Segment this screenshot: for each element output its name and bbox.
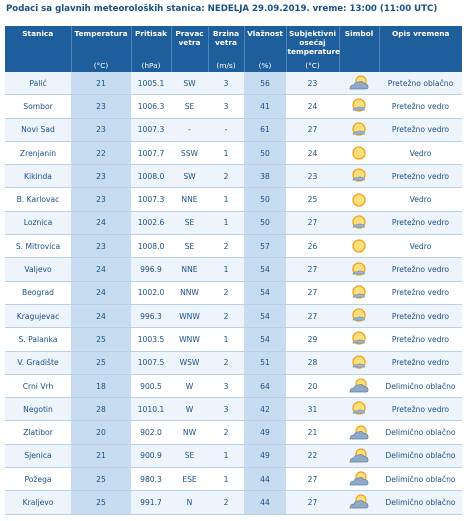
station-name: S. Mitrovica bbox=[5, 235, 71, 258]
humidity-value: 49 bbox=[244, 421, 286, 444]
mostly-sunny-icon bbox=[348, 261, 370, 279]
table-row bbox=[5, 374, 462, 397]
humidity-value: 54 bbox=[244, 328, 286, 351]
pressure-value: 1007.5 bbox=[131, 351, 171, 374]
weather-symbol bbox=[339, 165, 379, 188]
station-name: V. Gradište bbox=[5, 351, 71, 374]
wind-direction-value: W bbox=[171, 398, 208, 421]
temperature-value: 23 bbox=[71, 235, 131, 258]
station-name: Beograd bbox=[5, 281, 71, 304]
table-row bbox=[5, 421, 462, 444]
table-row bbox=[5, 351, 462, 374]
wind-direction-value: WSW bbox=[171, 351, 208, 374]
wind-direction-value: SW bbox=[171, 72, 208, 95]
feels-like-value: 23 bbox=[286, 165, 339, 188]
wind-speed-value: 1 bbox=[208, 211, 244, 234]
humidity-value: 50 bbox=[244, 188, 286, 211]
table-row bbox=[5, 72, 462, 95]
weather-symbol bbox=[339, 258, 379, 281]
weather-table bbox=[5, 26, 462, 515]
temperature-value: 21 bbox=[71, 444, 131, 467]
weather-description: Delimično oblačno bbox=[379, 444, 462, 467]
partly-cloudy-icon bbox=[348, 74, 370, 92]
table-row bbox=[5, 211, 462, 234]
unit-humidity: (%) bbox=[244, 58, 286, 72]
humidity-value: 50 bbox=[244, 141, 286, 164]
mostly-sunny-icon bbox=[348, 214, 370, 232]
station-name: Valjevo bbox=[5, 258, 71, 281]
unit-feels-like: (°C) bbox=[286, 58, 339, 72]
pressure-value: 902.0 bbox=[131, 421, 171, 444]
temperature-value: 25 bbox=[71, 328, 131, 351]
humidity-value: 42 bbox=[244, 398, 286, 421]
station-name: Kragujevac bbox=[5, 304, 71, 327]
table-row bbox=[5, 141, 462, 164]
unit-pressure: (hPa) bbox=[131, 58, 171, 72]
table-row bbox=[5, 304, 462, 327]
pressure-value: 980.3 bbox=[131, 468, 171, 491]
station-name: Kikinda bbox=[5, 165, 71, 188]
wind-direction-value: SE bbox=[171, 235, 208, 258]
wind-direction-value: N bbox=[171, 491, 208, 514]
table-row bbox=[5, 118, 462, 141]
humidity-value: 54 bbox=[244, 258, 286, 281]
partly-cloudy-icon bbox=[348, 447, 370, 465]
sunny-icon bbox=[348, 144, 370, 162]
table-row bbox=[5, 398, 462, 421]
wind-direction-value: SE bbox=[171, 444, 208, 467]
humidity-value: 51 bbox=[244, 351, 286, 374]
wind-speed-value: 3 bbox=[208, 398, 244, 421]
table-units-row bbox=[5, 58, 462, 72]
col-header-wind-direction: Pravac vetra bbox=[171, 26, 208, 58]
unit-station bbox=[5, 58, 71, 72]
mostly-sunny-icon bbox=[348, 97, 370, 115]
station-name: Zrenjanin bbox=[5, 141, 71, 164]
temperature-value: 24 bbox=[71, 304, 131, 327]
wind-speed-value: - bbox=[208, 118, 244, 141]
feels-like-value: 21 bbox=[286, 421, 339, 444]
mostly-sunny-icon bbox=[348, 330, 370, 348]
mostly-sunny-icon bbox=[348, 167, 370, 185]
feels-like-value: 27 bbox=[286, 468, 339, 491]
table-row bbox=[5, 468, 462, 491]
partly-cloudy-icon bbox=[348, 470, 370, 488]
table-row bbox=[5, 188, 462, 211]
mostly-sunny-icon bbox=[348, 400, 370, 418]
wind-direction-value: - bbox=[171, 118, 208, 141]
partly-cloudy-icon bbox=[348, 424, 370, 442]
weather-symbol bbox=[339, 444, 379, 467]
wind-direction-value: SW bbox=[171, 165, 208, 188]
unit-symbol bbox=[339, 58, 379, 72]
feels-like-value: 27 bbox=[286, 258, 339, 281]
station-name: Crni Vrh bbox=[5, 374, 71, 397]
humidity-value: 57 bbox=[244, 235, 286, 258]
weather-symbol bbox=[339, 281, 379, 304]
table-row bbox=[5, 165, 462, 188]
weather-symbol bbox=[339, 398, 379, 421]
temperature-value: 25 bbox=[71, 351, 131, 374]
weather-description: Pretežno vedro bbox=[379, 304, 462, 327]
sunny-icon bbox=[348, 191, 370, 209]
station-name: S. Palanka bbox=[5, 328, 71, 351]
wind-speed-value: 2 bbox=[208, 351, 244, 374]
feels-like-value: 22 bbox=[286, 444, 339, 467]
feels-like-value: 27 bbox=[286, 211, 339, 234]
pressure-value: 996.3 bbox=[131, 304, 171, 327]
feels-like-value: 27 bbox=[286, 281, 339, 304]
humidity-value: 44 bbox=[244, 468, 286, 491]
mostly-sunny-icon bbox=[348, 284, 370, 302]
pressure-value: 900.9 bbox=[131, 444, 171, 467]
weather-description: Vedro bbox=[379, 188, 462, 211]
humidity-value: 44 bbox=[244, 491, 286, 514]
weather-description: Pretežno vedro bbox=[379, 211, 462, 234]
feels-like-value: 27 bbox=[286, 118, 339, 141]
wind-direction-value: ESE bbox=[171, 468, 208, 491]
wind-direction-value: WNW bbox=[171, 328, 208, 351]
humidity-value: 49 bbox=[244, 444, 286, 467]
feels-like-value: 25 bbox=[286, 188, 339, 211]
table-row bbox=[5, 281, 462, 304]
station-name: Palić bbox=[5, 72, 71, 95]
table-row bbox=[5, 328, 462, 351]
pressure-value: 996.9 bbox=[131, 258, 171, 281]
feels-like-value: 29 bbox=[286, 328, 339, 351]
humidity-value: 61 bbox=[244, 118, 286, 141]
weather-symbol bbox=[339, 95, 379, 118]
weather-description: Pretežno vedro bbox=[379, 328, 462, 351]
unit-description bbox=[379, 58, 462, 72]
wind-direction-value: SE bbox=[171, 211, 208, 234]
station-name: Novi Sad bbox=[5, 118, 71, 141]
weather-description: Pretežno vedro bbox=[379, 258, 462, 281]
humidity-value: 56 bbox=[244, 72, 286, 95]
pressure-value: 1003.5 bbox=[131, 328, 171, 351]
partly-cloudy-icon bbox=[348, 377, 370, 395]
weather-symbol bbox=[339, 491, 379, 514]
station-name: Negotin bbox=[5, 398, 71, 421]
pressure-value: 1008.0 bbox=[131, 165, 171, 188]
temperature-value: 24 bbox=[71, 281, 131, 304]
pressure-value: 1002.0 bbox=[131, 281, 171, 304]
temperature-value: 23 bbox=[71, 188, 131, 211]
weather-symbol bbox=[339, 72, 379, 95]
temperature-value: 23 bbox=[71, 118, 131, 141]
weather-description: Delimično oblačno bbox=[379, 468, 462, 491]
temperature-value: 25 bbox=[71, 468, 131, 491]
col-header-symbol: Simbol bbox=[339, 26, 379, 58]
pressure-value: 1002.6 bbox=[131, 211, 171, 234]
temperature-value: 22 bbox=[71, 141, 131, 164]
col-header-temperature: Temperatura bbox=[71, 26, 131, 58]
wind-direction-value: SE bbox=[171, 95, 208, 118]
feels-like-value: 26 bbox=[286, 235, 339, 258]
weather-description: Delimično oblačno bbox=[379, 421, 462, 444]
station-name: Požega bbox=[5, 468, 71, 491]
temperature-value: 25 bbox=[71, 491, 131, 514]
station-name: Loznica bbox=[5, 211, 71, 234]
weather-description: Pretežno vedro bbox=[379, 281, 462, 304]
weather-symbol bbox=[339, 421, 379, 444]
wind-direction-value: WNW bbox=[171, 304, 208, 327]
table-row bbox=[5, 444, 462, 467]
weather-symbol bbox=[339, 374, 379, 397]
feels-like-value: 20 bbox=[286, 374, 339, 397]
humidity-value: 38 bbox=[244, 165, 286, 188]
temperature-value: 18 bbox=[71, 374, 131, 397]
weather-description: Vedro bbox=[379, 141, 462, 164]
weather-symbol bbox=[339, 235, 379, 258]
humidity-value: 41 bbox=[244, 95, 286, 118]
col-header-pressure: Pritisak bbox=[131, 26, 171, 58]
temperature-value: 24 bbox=[71, 211, 131, 234]
station-name: Sjenica bbox=[5, 444, 71, 467]
wind-direction-value: NNE bbox=[171, 258, 208, 281]
mostly-sunny-icon bbox=[348, 121, 370, 139]
wind-direction-value: NNE bbox=[171, 188, 208, 211]
pressure-value: 1007.3 bbox=[131, 188, 171, 211]
wind-speed-value: 2 bbox=[208, 421, 244, 444]
weather-symbol bbox=[339, 188, 379, 211]
pressure-value: 900.5 bbox=[131, 374, 171, 397]
pressure-value: 1005.1 bbox=[131, 72, 171, 95]
weather-description: Pretežno vedro bbox=[379, 398, 462, 421]
wind-speed-value: 2 bbox=[208, 281, 244, 304]
weather-symbol bbox=[339, 118, 379, 141]
station-name: Sombor bbox=[5, 95, 71, 118]
temperature-value: 23 bbox=[71, 165, 131, 188]
temperature-value: 24 bbox=[71, 258, 131, 281]
humidity-value: 54 bbox=[244, 304, 286, 327]
temperature-value: 28 bbox=[71, 398, 131, 421]
feels-like-value: 24 bbox=[286, 95, 339, 118]
pressure-value: 1010.1 bbox=[131, 398, 171, 421]
partly-cloudy-icon bbox=[348, 493, 370, 511]
wind-speed-value: 1 bbox=[208, 188, 244, 211]
station-name: B. Karlovac bbox=[5, 188, 71, 211]
weather-description: Delimično oblačno bbox=[379, 491, 462, 514]
sunny-icon bbox=[348, 237, 370, 255]
col-header-wind-speed: Brzina vetra bbox=[208, 26, 244, 58]
station-name: Zlatibor bbox=[5, 421, 71, 444]
weather-description: Pretežno vedro bbox=[379, 165, 462, 188]
wind-speed-value: 1 bbox=[208, 328, 244, 351]
wind-speed-value: 1 bbox=[208, 468, 244, 491]
wind-direction-value: W bbox=[171, 374, 208, 397]
page-title: Podaci sa glavnih meteoroloških stanica: NEDELJA 29.09.2019. vreme: 13:00 (11:00 UTC) bbox=[6, 4, 438, 14]
unit-temperature: (°C) bbox=[71, 58, 131, 72]
wind-speed-value: 3 bbox=[208, 95, 244, 118]
weather-description: Pretežno oblačno bbox=[379, 72, 462, 95]
feels-like-value: 27 bbox=[286, 491, 339, 514]
weather-symbol bbox=[339, 351, 379, 374]
wind-speed-value: 1 bbox=[208, 258, 244, 281]
mostly-sunny-icon bbox=[348, 307, 370, 325]
wind-speed-value: 1 bbox=[208, 444, 244, 467]
weather-symbol bbox=[339, 304, 379, 327]
table-row bbox=[5, 235, 462, 258]
wind-speed-value: 2 bbox=[208, 165, 244, 188]
pressure-value: 1006.3 bbox=[131, 95, 171, 118]
weather-symbol bbox=[339, 468, 379, 491]
weather-description: Delimično oblačno bbox=[379, 374, 462, 397]
wind-speed-value: 3 bbox=[208, 72, 244, 95]
weather-symbol bbox=[339, 141, 379, 164]
col-header-station: Stanica bbox=[5, 26, 71, 58]
weather-description: Pretežno vedro bbox=[379, 351, 462, 374]
weather-description: Pretežno vedro bbox=[379, 118, 462, 141]
table-row bbox=[5, 95, 462, 118]
feels-like-value: 27 bbox=[286, 304, 339, 327]
col-header-feels-like: Subjektivni osećaj temperature bbox=[286, 26, 339, 58]
wind-speed-value: 2 bbox=[208, 235, 244, 258]
temperature-value: 23 bbox=[71, 95, 131, 118]
table-header-row bbox=[5, 26, 462, 58]
pressure-value: 1008.0 bbox=[131, 235, 171, 258]
station-name: Kraljevo bbox=[5, 491, 71, 514]
humidity-value: 54 bbox=[244, 281, 286, 304]
wind-speed-value: 2 bbox=[208, 491, 244, 514]
mostly-sunny-icon bbox=[348, 354, 370, 372]
weather-symbol bbox=[339, 328, 379, 351]
humidity-value: 64 bbox=[244, 374, 286, 397]
wind-speed-value: 1 bbox=[208, 141, 244, 164]
feels-like-value: 31 bbox=[286, 398, 339, 421]
feels-like-value: 24 bbox=[286, 141, 339, 164]
col-header-humidity: Vlažnost bbox=[244, 26, 286, 58]
unit-wind-direction bbox=[171, 58, 208, 72]
table-row bbox=[5, 258, 462, 281]
pressure-value: 1007.3 bbox=[131, 118, 171, 141]
wind-direction-value: NNW bbox=[171, 281, 208, 304]
pressure-value: 1007.7 bbox=[131, 141, 171, 164]
pressure-value: 991.7 bbox=[131, 491, 171, 514]
table-row bbox=[5, 491, 462, 514]
feels-like-value: 28 bbox=[286, 351, 339, 374]
temperature-value: 21 bbox=[71, 72, 131, 95]
col-header-description: Opis vremena bbox=[379, 26, 462, 58]
wind-speed-value: 3 bbox=[208, 374, 244, 397]
temperature-value: 20 bbox=[71, 421, 131, 444]
wind-direction-value: SSW bbox=[171, 141, 208, 164]
weather-symbol bbox=[339, 211, 379, 234]
humidity-value: 50 bbox=[244, 211, 286, 234]
weather-description: Pretežno vedro bbox=[379, 95, 462, 118]
unit-wind-speed: (m/s) bbox=[208, 58, 244, 72]
weather-description: Vedro bbox=[379, 235, 462, 258]
wind-direction-value: NW bbox=[171, 421, 208, 444]
wind-speed-value: 2 bbox=[208, 304, 244, 327]
feels-like-value: 23 bbox=[286, 72, 339, 95]
